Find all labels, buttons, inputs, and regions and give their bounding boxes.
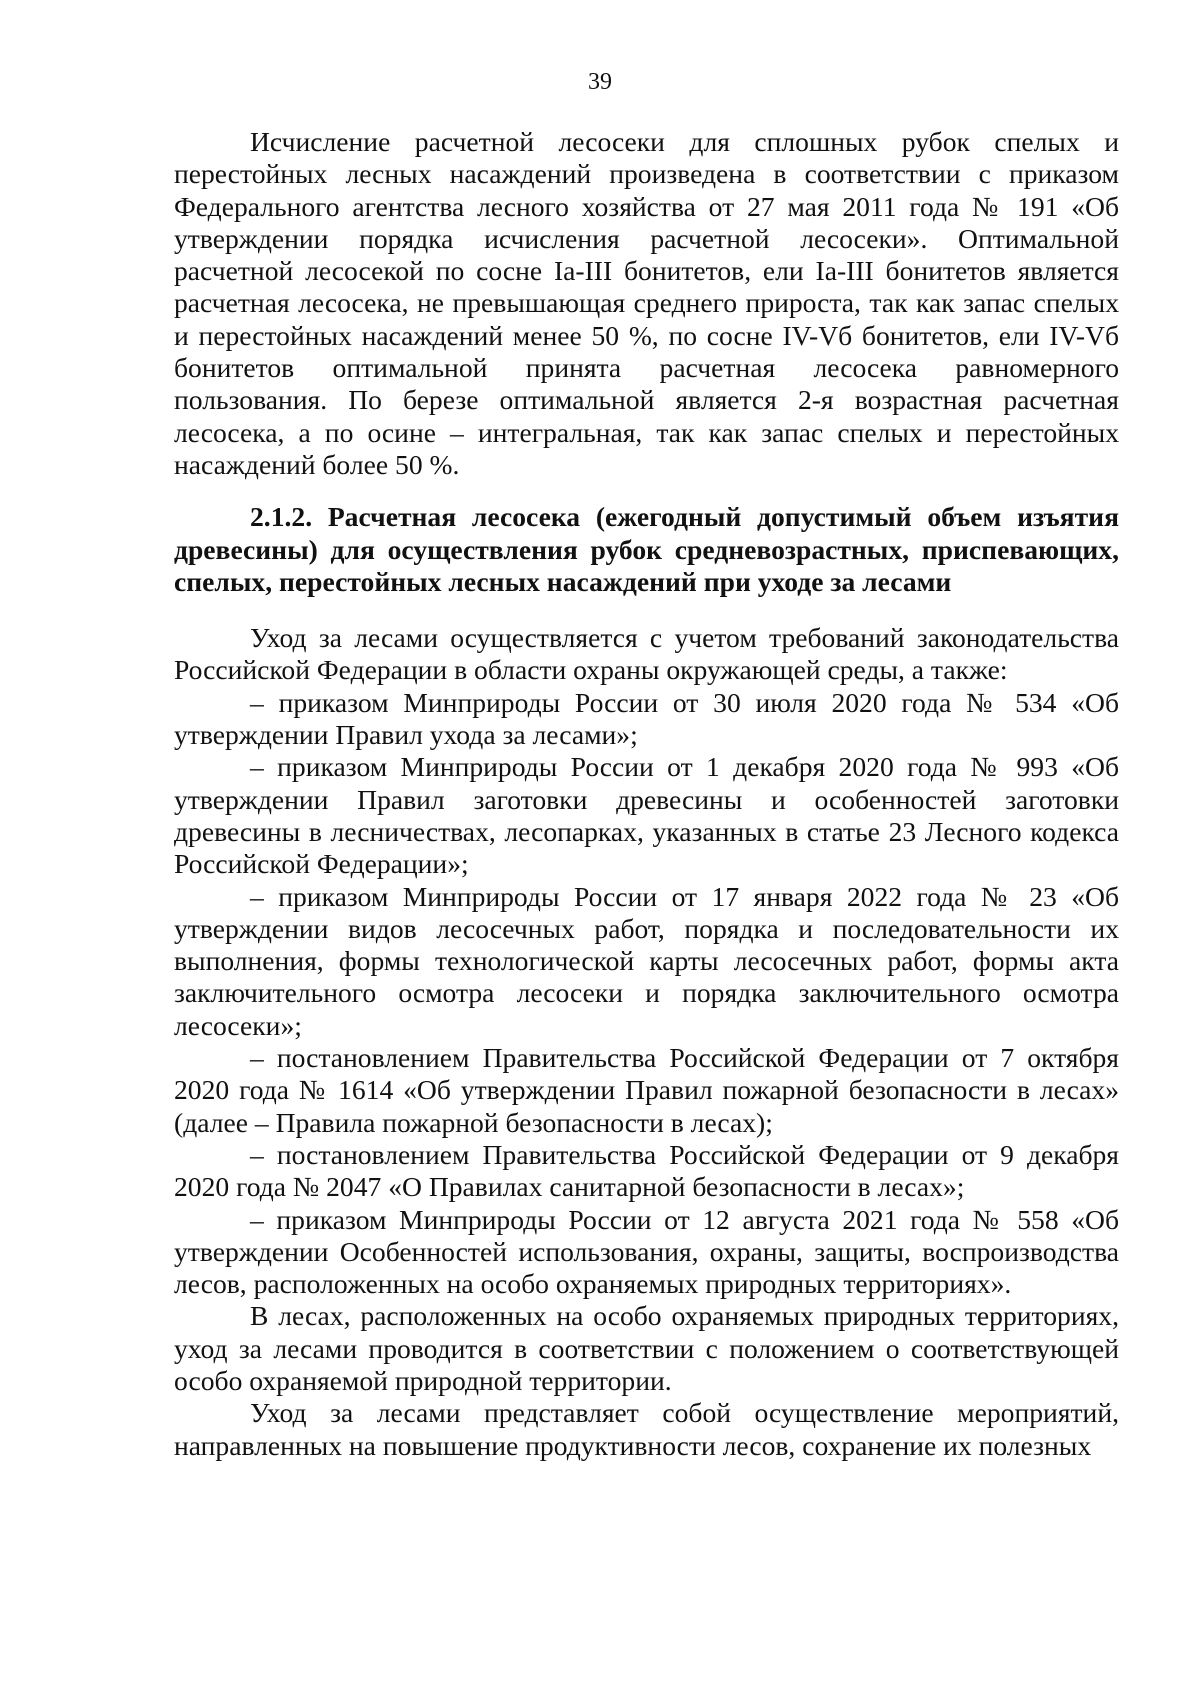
list-item-resolution-2047: – постановлением Правительства Российской Федерации от 9 декабря 2020 года № 2047 «О Правилах санитарной безопасности в лесах»; xyxy=(174,1138,1119,1203)
list-item-order-534: – приказом Минприроды России от 30 июля 2020 года № 534 «Об утверждении Правил ухода за лесами»; xyxy=(174,686,1119,751)
list-item-order-23: – приказом Минприроды России от 17 января 2022 года № 23 «Об утверждении видов лесосечных работ, порядка и последовательности их выполнения, формы технологической карты лесосечных работ, формы акта заключительного осмотра лесосеки и порядка заключительного осмотра лесосеки»; xyxy=(174,880,1119,1041)
paragraph-protected-territories: В лесах, расположенных на особо охраняемых природных территориях, уход за лесами проводится в соответствии с положением о соответствующей особо охраняемой природной территории. xyxy=(174,1300,1119,1396)
paragraph-forest-care-intro: Уход за лесами осуществляется с учетом требований законодательства Российской Федерации в области охраны окружающей среды, а также: xyxy=(174,622,1119,686)
paragraph-allowable-cut-calculation: Исчисление расчетной лесосеки для сплошных рубок спелых и перестойных лесных насаждений произведена в соответствии с приказом Федерального агентства лесного хозяйства от 27 мая 2011 года № 191 «Об утверждении порядка исчисления расчетной лесосеки». Оптимальной расчетной лесосекой по сосне Ia-III бонитетов, ели Ia-III бонитетов является расчетная лесосека, не превышающая среднего прироста, так как запас спелых и перестойных насаждений менее 50 %, по сосне IV-Vб бонитетов, ели IV-Vб бонитетов оптимальной принята расчетная лесосека равномерного пользования. По березе оптимальной является 2-я возрастная расчетная лесосека, а по осине – интегральная, так как запас спелых и перестойных насаждений более 50 %. xyxy=(174,126,1119,480)
page-body xyxy=(174,126,1119,1462)
list-item-order-993: – приказом Минприроды России от 1 декабря 2020 года № 993 «Об утверждении Правил заготовки древесины и особенностей заготовки древесины в лесничествах, лесопарках, указанных в статье 23 Лесного кодекса Российской Федерации»; xyxy=(174,751,1119,880)
page-number: 39 xyxy=(588,69,612,95)
list-item-resolution-1614: – постановлением Правительства Российской Федерации от 7 октября 2020 года № 1614 «Об утверждении Правил пожарной безопасности в лесах» (далее – Правила пожарной безопасности в лесах); xyxy=(174,1042,1119,1138)
list-item-order-558: – приказом Минприроды России от 12 августа 2021 года № 558 «Об утверждении Особенностей использования, охраны, защиты, воспроизводства лесов, расположенных на особо охраняемых природных территориях». xyxy=(174,1203,1119,1300)
section-heading-2-1-2: 2.1.2. Расчетная лесосека (ежегодный допустимый объем изъятия древесины) для осуществления рубок средневозрастных, приспевающих, спелых, перестойных лесных насаждений при уходе за лесами xyxy=(174,501,1119,597)
paragraph-forest-care-definition: Уход за лесами представляет собой осуществление мероприятий, направленных на повышение продуктивности лесов, сохранение их полезных xyxy=(174,1397,1119,1461)
